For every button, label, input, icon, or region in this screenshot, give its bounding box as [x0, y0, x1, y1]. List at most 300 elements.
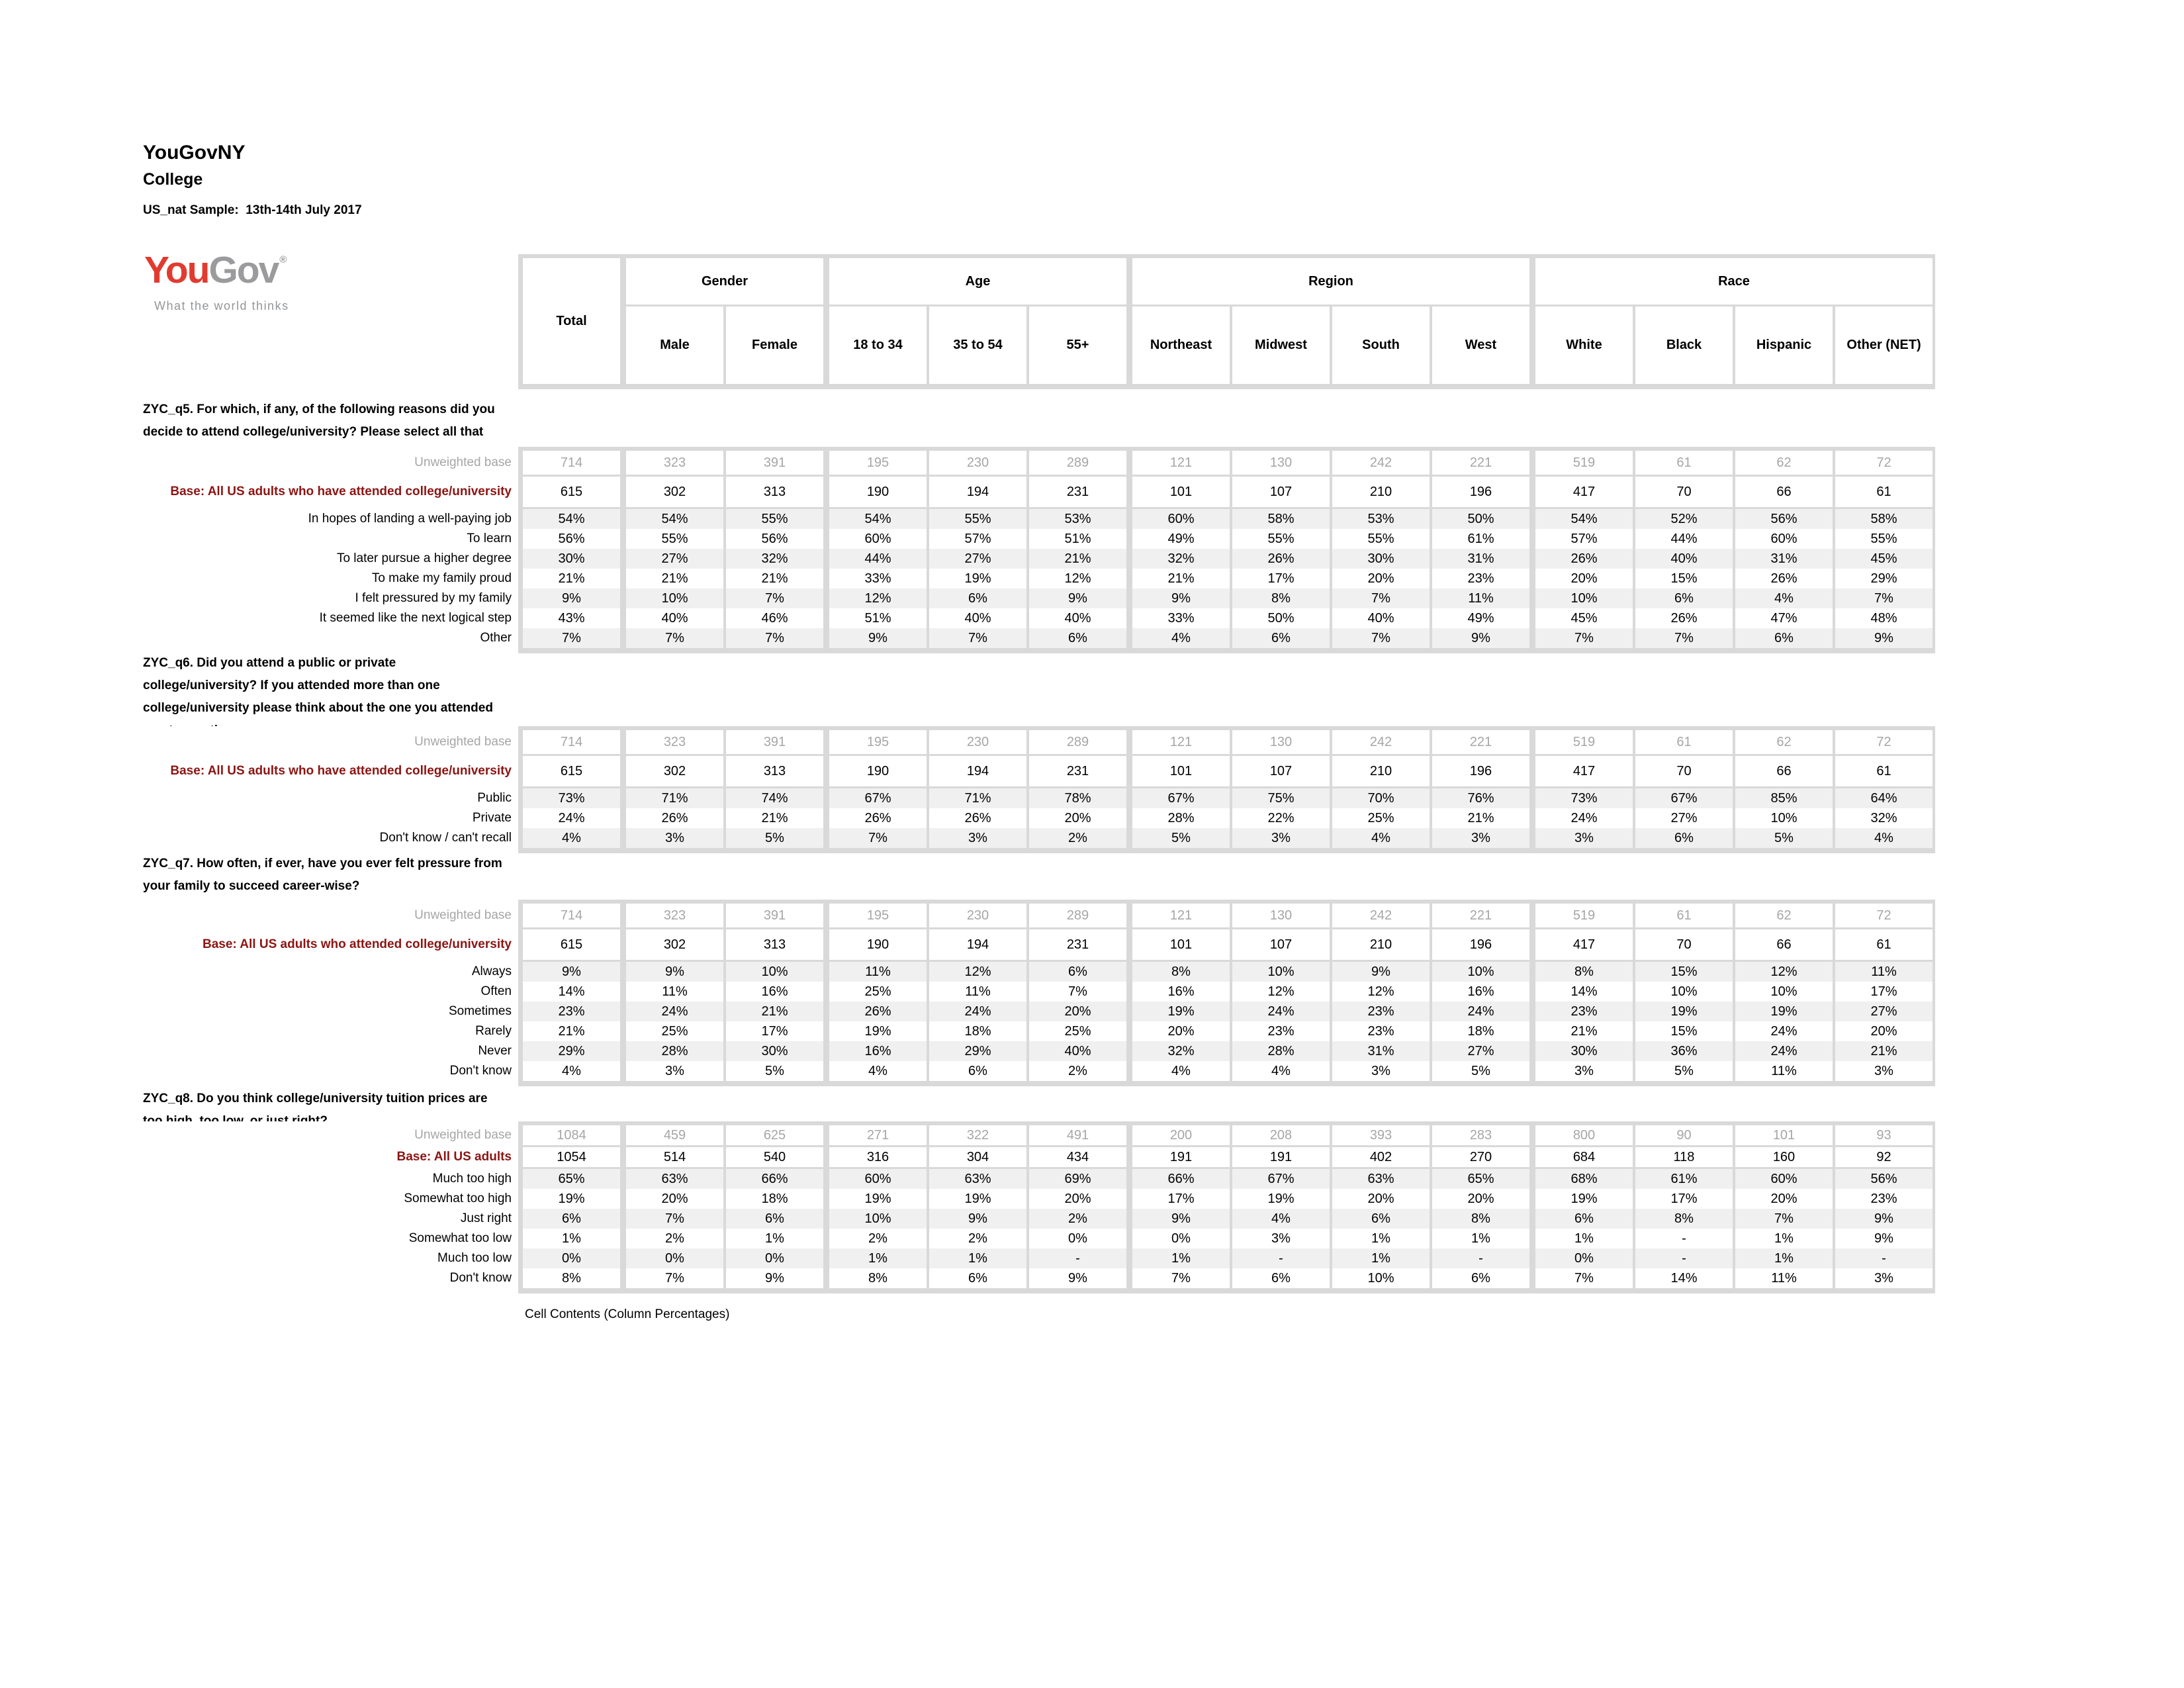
data-cell: -	[1635, 1248, 1733, 1268]
data-cell: 26%	[626, 808, 723, 828]
data-cell: 54%	[1535, 509, 1633, 529]
data-cell: 66	[1735, 929, 1833, 960]
data-cell: 20%	[1835, 1021, 1933, 1041]
data-cell: 27%	[626, 549, 723, 569]
column-header-total: Total	[523, 258, 620, 384]
data-cell: 51%	[1029, 529, 1126, 549]
data-cell: 71%	[626, 788, 723, 808]
data-cell: 70%	[1332, 788, 1430, 808]
data-cell: 540	[726, 1147, 823, 1167]
data-cell: -	[1635, 1229, 1733, 1248]
data-cell: 29%	[1835, 569, 1933, 588]
data-cell: 24%	[1232, 1002, 1330, 1021]
data-cell: 36%	[1635, 1041, 1733, 1061]
data-cell: 17%	[1635, 1189, 1733, 1209]
column-header: 55+	[1029, 306, 1126, 384]
data-cell: 54%	[829, 509, 927, 529]
data-cell: 6%	[1029, 628, 1126, 648]
data-cell: 6%	[523, 1209, 620, 1229]
data-cell: 9%	[1029, 1268, 1126, 1288]
divider	[136, 648, 1935, 653]
data-cell: 6%	[1535, 1209, 1633, 1229]
data-cell: 56%	[726, 529, 823, 549]
row-label: Much too high	[432, 1172, 512, 1186]
data-cell: 9%	[1835, 1209, 1933, 1229]
data-cell: 30%	[523, 549, 620, 569]
column-header: Black	[1635, 306, 1733, 384]
data-cell: 19%	[1132, 1002, 1230, 1021]
table-row	[136, 962, 1935, 982]
data-cell: 27%	[1635, 808, 1733, 828]
data-cell: 101	[1132, 477, 1230, 507]
data-cell: 195	[829, 904, 927, 927]
data-cell: 33%	[1132, 608, 1230, 628]
data-cell: 6%	[929, 1268, 1026, 1288]
data-cell: 21%	[1432, 808, 1529, 828]
data-cell: 30%	[1332, 549, 1430, 569]
data-cell: 323	[626, 451, 723, 475]
data-cell: 231	[1029, 756, 1126, 786]
data-cell: 20%	[626, 1189, 723, 1209]
data-cell: 21%	[726, 1002, 823, 1021]
row-label: Unweighted base	[414, 908, 512, 922]
data-cell: 3%	[626, 828, 723, 848]
row-label: To learn	[467, 532, 512, 545]
data-cell: 20%	[1432, 1189, 1529, 1209]
data-cell: 40%	[1635, 549, 1733, 569]
data-cell: 8%	[829, 1268, 927, 1288]
row-label: Private	[472, 811, 512, 825]
table-row	[136, 549, 1935, 569]
table-row	[136, 828, 1935, 848]
data-cell: 51%	[829, 608, 927, 628]
data-cell: 61	[1835, 477, 1933, 507]
data-cell: 323	[626, 904, 723, 927]
data-cell: 24%	[1432, 1002, 1529, 1021]
data-cell: 16%	[829, 1041, 927, 1061]
data-cell: 12%	[1232, 982, 1330, 1002]
data-cell: 130	[1232, 904, 1330, 927]
data-cell: 160	[1735, 1147, 1833, 1167]
data-cell: 12%	[829, 588, 927, 608]
data-cell: 190	[829, 756, 927, 786]
question-text-line: ZYC_q7. How often, if ever, have you ever felt pressure from	[143, 857, 502, 870]
data-cell: 50%	[1232, 608, 1330, 628]
data-cell: 56%	[1735, 509, 1833, 529]
data-cell: 1054	[523, 1147, 620, 1167]
data-cell: 1%	[929, 1248, 1026, 1268]
data-cell: 289	[1029, 904, 1126, 927]
data-cell: 18%	[1432, 1021, 1529, 1041]
data-cell: 302	[626, 477, 723, 507]
table-row	[136, 509, 1935, 529]
data-cell: 54%	[626, 509, 723, 529]
data-cell: 3%	[1232, 1229, 1330, 1248]
row-label: To make my family proud	[371, 571, 512, 585]
data-cell: 4%	[1332, 828, 1430, 848]
data-cell: 9%	[1835, 1229, 1933, 1248]
data-cell: 283	[1432, 1125, 1529, 1145]
data-cell: 16%	[1132, 982, 1230, 1002]
data-cell: 18%	[726, 1189, 823, 1209]
data-cell: 19%	[1232, 1189, 1330, 1209]
data-cell: 25%	[829, 982, 927, 1002]
data-cell: 9%	[626, 962, 723, 982]
data-cell: 15%	[1635, 962, 1733, 982]
data-cell: 55%	[626, 529, 723, 549]
data-cell: 66	[1735, 756, 1833, 786]
data-cell: 70	[1635, 477, 1733, 507]
column-group-label: Gender	[626, 258, 823, 305]
column-header: West	[1432, 306, 1529, 384]
data-cell: 63%	[1332, 1169, 1430, 1189]
data-cell: 7%	[1332, 628, 1430, 648]
data-cell: 12%	[1735, 962, 1833, 982]
data-cell: 7%	[1029, 982, 1126, 1002]
data-cell: 242	[1332, 730, 1430, 754]
data-cell: 1%	[1332, 1248, 1430, 1268]
data-cell: 65%	[523, 1169, 620, 1189]
question-text-line: college/university? If you attended more than one	[143, 679, 440, 692]
data-cell: 130	[1232, 730, 1330, 754]
data-cell: 2%	[829, 1229, 927, 1248]
data-cell: 1%	[829, 1248, 927, 1268]
table-row	[136, 982, 1935, 1002]
data-cell: 29%	[929, 1041, 1026, 1061]
data-cell: 302	[626, 756, 723, 786]
table-row	[136, 1002, 1935, 1021]
data-cell: 323	[626, 730, 723, 754]
row-label: Base: All US adults who have attended college/university	[170, 764, 512, 778]
data-cell: 4%	[1232, 1209, 1330, 1229]
data-cell: 61	[1635, 730, 1733, 754]
data-cell: 60%	[829, 1169, 927, 1189]
data-cell: 7%	[626, 1209, 723, 1229]
question-text-line: ZYC_q6. Did you attend a public or private	[143, 656, 396, 670]
data-cell: 302	[626, 929, 723, 960]
column-header: Midwest	[1232, 306, 1330, 384]
logo-tagline: What the world thinks	[154, 299, 289, 312]
data-cell: 242	[1332, 451, 1430, 475]
data-cell: 196	[1432, 477, 1529, 507]
data-cell: 62	[1735, 451, 1833, 475]
data-cell: 121	[1132, 904, 1230, 927]
row-label: Other	[480, 631, 512, 645]
data-cell: 24%	[929, 1002, 1026, 1021]
data-cell: 10%	[1232, 962, 1330, 982]
row-label: Public	[477, 791, 512, 805]
data-cell: 40%	[1332, 608, 1430, 628]
data-cell: -	[1835, 1248, 1933, 1268]
data-cell: 20%	[1332, 569, 1430, 588]
data-cell: 33%	[829, 569, 927, 588]
data-cell: 12%	[929, 962, 1026, 982]
data-cell: 0%	[1029, 1229, 1126, 1248]
table-row	[136, 569, 1935, 588]
data-cell: 7%	[1635, 628, 1733, 648]
data-cell: 0%	[626, 1248, 723, 1268]
data-cell: 21%	[726, 569, 823, 588]
data-cell: 40%	[1029, 1041, 1126, 1061]
data-cell: 71%	[929, 788, 1026, 808]
data-cell: 66	[1735, 477, 1833, 507]
table-row	[136, 1189, 1935, 1209]
data-cell: 60%	[1735, 529, 1833, 549]
divider	[136, 1288, 1935, 1293]
data-cell: 16%	[1432, 982, 1529, 1002]
row-label: Often	[480, 984, 512, 998]
data-cell: 242	[1332, 904, 1430, 927]
data-cell: 684	[1535, 1147, 1633, 1167]
data-cell: 55%	[929, 509, 1026, 529]
data-cell: 615	[523, 756, 620, 786]
data-cell: 417	[1535, 477, 1633, 507]
table-row	[136, 1229, 1935, 1248]
data-cell: 107	[1232, 929, 1330, 960]
data-cell: 20%	[1029, 808, 1126, 828]
data-cell: 7%	[626, 628, 723, 648]
data-cell: 8%	[1432, 1209, 1529, 1229]
footer-note: Cell Contents (Column Percentages)	[525, 1307, 730, 1321]
data-cell: 271	[829, 1125, 927, 1145]
table-row	[136, 1169, 1935, 1189]
table-row	[136, 628, 1935, 648]
table-row	[136, 1248, 1935, 1268]
data-cell: 26%	[829, 808, 927, 828]
column-header: 18 to 34	[829, 306, 927, 384]
data-cell: 519	[1535, 451, 1633, 475]
data-cell: 43%	[523, 608, 620, 628]
data-cell: 67%	[829, 788, 927, 808]
data-cell: 7%	[1535, 628, 1633, 648]
yougov-logo	[144, 249, 289, 313]
data-cell: 191	[1132, 1147, 1230, 1167]
data-cell: 19%	[523, 1189, 620, 1209]
data-cell: 519	[1535, 730, 1633, 754]
data-cell: 18%	[929, 1021, 1026, 1041]
data-cell: 61	[1835, 929, 1933, 960]
data-cell: 7%	[523, 628, 620, 648]
data-cell: 61	[1635, 904, 1733, 927]
data-cell: 7%	[726, 628, 823, 648]
data-cell: 25%	[1029, 1021, 1126, 1041]
data-cell: 9%	[1332, 962, 1430, 982]
data-cell: 19%	[929, 1189, 1026, 1209]
data-cell: 31%	[1735, 549, 1833, 569]
data-cell: 20%	[1132, 1021, 1230, 1041]
data-cell: -	[1232, 1248, 1330, 1268]
data-cell: 23%	[1535, 1002, 1633, 1021]
data-cell: 417	[1535, 929, 1633, 960]
data-cell: 10%	[1432, 962, 1529, 982]
data-cell: 57%	[929, 529, 1026, 549]
table-row	[136, 1061, 1935, 1081]
data-cell: 66%	[726, 1169, 823, 1189]
data-cell: 121	[1132, 730, 1230, 754]
data-cell: 221	[1432, 451, 1529, 475]
data-cell: 9%	[1132, 1209, 1230, 1229]
data-cell: 130	[1232, 451, 1330, 475]
data-cell: 194	[929, 756, 1026, 786]
divider	[136, 848, 1935, 853]
data-cell: 221	[1432, 730, 1529, 754]
data-cell: 8%	[1232, 588, 1330, 608]
data-cell: 5%	[726, 1061, 823, 1081]
column-header: South	[1332, 306, 1430, 384]
data-cell: 11%	[1735, 1268, 1833, 1288]
data-cell: 25%	[1332, 808, 1430, 828]
column-group-label: Race	[1535, 258, 1933, 305]
data-cell: 44%	[1635, 529, 1733, 549]
data-cell: 270	[1432, 1147, 1529, 1167]
data-cell: 70	[1635, 756, 1733, 786]
data-cell: 23%	[1332, 1021, 1430, 1041]
data-cell: 2%	[1029, 1209, 1126, 1229]
data-cell: 221	[1432, 904, 1529, 927]
data-cell: 67%	[1132, 788, 1230, 808]
data-cell: 1%	[726, 1229, 823, 1248]
data-cell: 391	[726, 451, 823, 475]
data-cell: 491	[1029, 1125, 1126, 1145]
row-label: Sometimes	[448, 1004, 512, 1018]
data-cell: 29%	[523, 1041, 620, 1061]
data-cell: 15%	[1635, 569, 1733, 588]
question-text-line: college/university please think about the one you attended	[143, 701, 493, 715]
data-cell: 30%	[1535, 1041, 1633, 1061]
data-cell: 32%	[1132, 1041, 1230, 1061]
row-label: Just right	[460, 1211, 512, 1225]
data-cell: 52%	[1635, 509, 1733, 529]
data-cell: 32%	[726, 549, 823, 569]
data-cell: 21%	[726, 808, 823, 828]
data-cell: 45%	[1835, 549, 1933, 569]
data-cell: 6%	[1232, 628, 1330, 648]
data-cell: 10%	[626, 588, 723, 608]
data-cell: 63%	[929, 1169, 1026, 1189]
data-cell: 313	[726, 929, 823, 960]
data-cell: 21%	[1132, 569, 1230, 588]
data-cell: 7%	[626, 1268, 723, 1288]
data-cell: 27%	[1835, 1002, 1933, 1021]
data-cell: 20%	[1029, 1002, 1126, 1021]
table-row	[136, 929, 1935, 960]
data-cell: 21%	[1835, 1041, 1933, 1061]
data-cell: 11%	[1835, 962, 1933, 982]
data-cell: 200	[1132, 1125, 1230, 1145]
data-cell: 1%	[1735, 1248, 1833, 1268]
data-cell: 62	[1735, 904, 1833, 927]
data-cell: 74%	[726, 788, 823, 808]
data-cell: 121	[1132, 451, 1230, 475]
data-cell: 4%	[1232, 1061, 1330, 1081]
data-cell: 230	[929, 451, 1026, 475]
data-cell: 231	[1029, 477, 1126, 507]
data-cell: 5%	[726, 828, 823, 848]
table-row	[136, 1041, 1935, 1061]
data-cell: 4%	[1835, 828, 1933, 848]
data-cell: 7%	[929, 628, 1026, 648]
data-cell: 11%	[1432, 588, 1529, 608]
row-label: Don't know	[449, 1064, 512, 1078]
data-cell: 3%	[1535, 1061, 1633, 1081]
data-cell: 69%	[1029, 1169, 1126, 1189]
table-row	[136, 788, 1935, 808]
data-cell: -	[1029, 1248, 1126, 1268]
data-cell: 15%	[1635, 1021, 1733, 1041]
data-cell: 26%	[1635, 608, 1733, 628]
survey-title: College	[143, 170, 203, 189]
data-cell: 7%	[1535, 1268, 1633, 1288]
data-cell: 60%	[1132, 509, 1230, 529]
table-row	[136, 529, 1935, 549]
data-cell: 615	[523, 929, 620, 960]
data-cell: 10%	[1735, 982, 1833, 1002]
document-header	[143, 142, 362, 218]
data-cell: 20%	[1029, 1189, 1126, 1209]
data-cell: 50%	[1432, 509, 1529, 529]
data-cell: 210	[1332, 929, 1430, 960]
data-cell: 10%	[726, 962, 823, 982]
data-cell: 72	[1835, 904, 1933, 927]
data-cell: 4%	[523, 1061, 620, 1081]
data-cell: 322	[929, 1125, 1026, 1145]
data-cell: 23%	[1432, 569, 1529, 588]
data-cell: 19%	[1635, 1002, 1733, 1021]
logo-you: You	[144, 249, 209, 291]
data-cell: 625	[726, 1125, 823, 1145]
data-cell: 231	[1029, 929, 1126, 960]
data-cell: 1%	[523, 1229, 620, 1248]
data-cell: 417	[1535, 756, 1633, 786]
data-cell: 21%	[1029, 549, 1126, 569]
data-cell: 19%	[929, 569, 1026, 588]
page-title: YouGovNY	[143, 142, 246, 164]
data-cell: 4%	[1735, 588, 1833, 608]
row-label: Unweighted base	[414, 735, 512, 749]
data-cell: 7%	[1332, 588, 1430, 608]
data-cell: 210	[1332, 477, 1430, 507]
data-cell: 56%	[1835, 1169, 1933, 1189]
table-row	[136, 588, 1935, 608]
data-cell: 7%	[829, 828, 927, 848]
row-label: Rarely	[475, 1024, 512, 1038]
data-cell: 4%	[829, 1061, 927, 1081]
table-row	[136, 730, 1935, 754]
data-cell: 9%	[929, 1209, 1026, 1229]
data-cell: 7%	[1835, 588, 1933, 608]
data-cell: 9%	[726, 1268, 823, 1288]
yougov-wordmark	[144, 249, 289, 299]
data-cell: 11%	[929, 982, 1026, 1002]
data-cell: 230	[929, 730, 1026, 754]
data-cell: 85%	[1735, 788, 1833, 808]
data-cell: 23%	[1232, 1021, 1330, 1041]
data-cell: 90	[1635, 1125, 1733, 1145]
data-cell: 2%	[1029, 828, 1126, 848]
data-cell: 8%	[1535, 962, 1633, 982]
data-cell: 316	[829, 1147, 927, 1167]
question-table	[136, 1121, 1935, 1293]
data-cell: 195	[829, 451, 927, 475]
data-cell: 3%	[1835, 1061, 1933, 1081]
table-row	[136, 477, 1935, 507]
data-cell: 289	[1029, 451, 1126, 475]
data-cell: 67%	[1232, 1169, 1330, 1189]
data-cell: 26%	[1535, 549, 1633, 569]
data-cell: 5%	[1635, 1061, 1733, 1081]
data-cell: 2%	[626, 1229, 723, 1248]
data-cell: 27%	[929, 549, 1026, 569]
